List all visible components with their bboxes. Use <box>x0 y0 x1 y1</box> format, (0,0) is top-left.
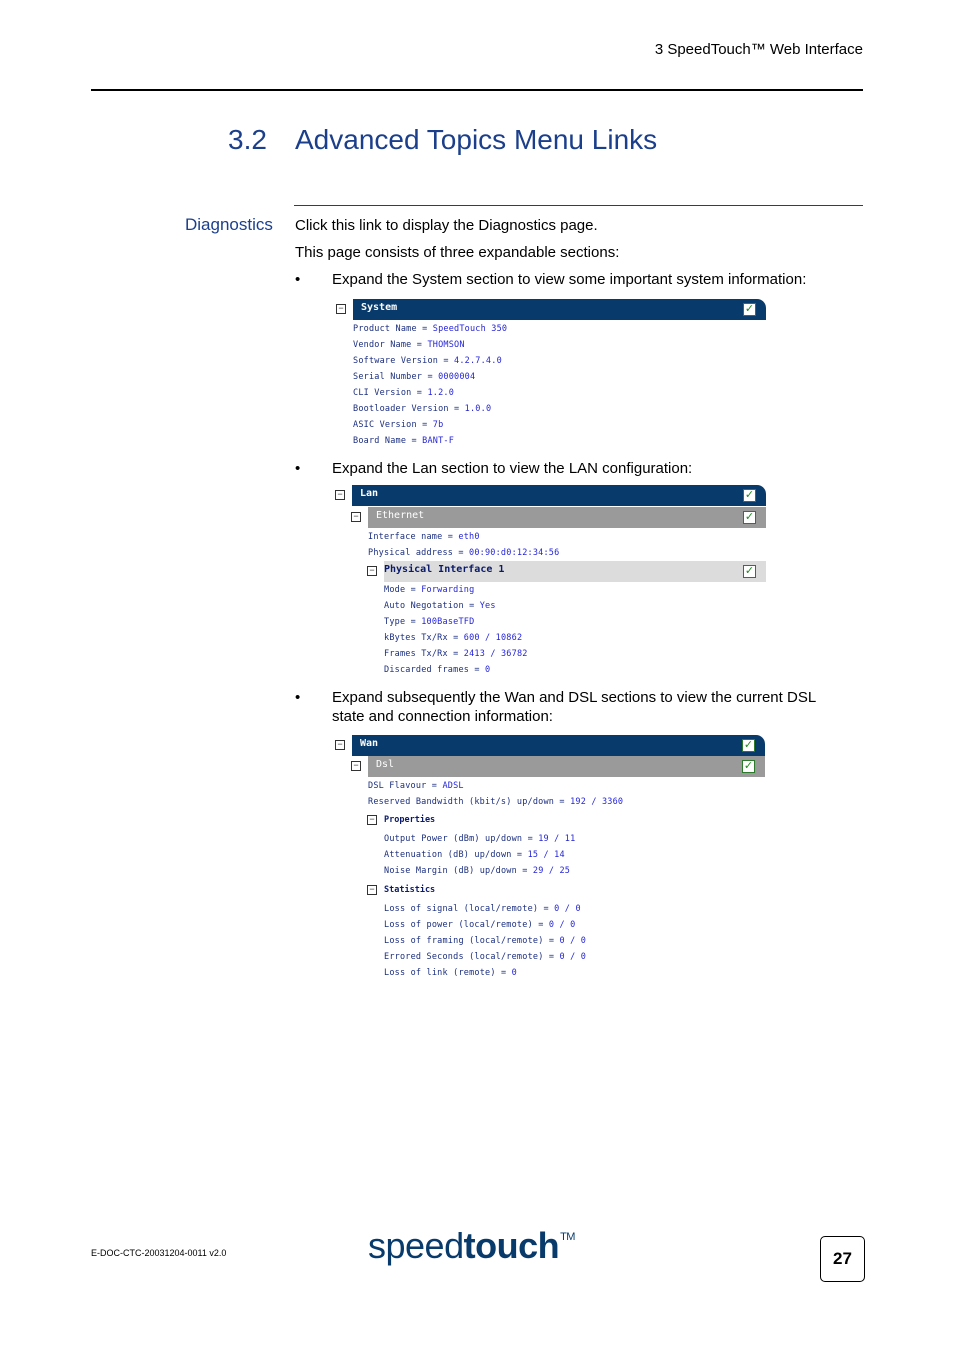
logo-light-text: speed <box>368 1225 464 1266</box>
lan-panel-header[interactable] <box>352 485 766 506</box>
system-row: Software Version = 4.2.7.4.0 <box>353 356 502 366</box>
section-title-text: Advanced Topics Menu Links <box>295 124 658 155</box>
system-row: Bootloader Version = 1.0.0 <box>353 404 492 414</box>
checkmark-icon[interactable]: ✓ <box>743 760 754 772</box>
system-row: ASIC Version = 7b <box>353 420 444 430</box>
bullet-text: Expand the Lan section to view the LAN configuration: <box>332 460 693 477</box>
collapse-icon[interactable]: − <box>335 740 345 750</box>
section-rule <box>294 205 863 206</box>
lan-row: Discarded frames = 0 <box>384 665 491 675</box>
system-panel-header[interactable] <box>353 299 766 320</box>
intro-paragraph-1: Click this link to display the Diagnostics page. <box>295 217 598 234</box>
diagnostics-label: Diagnostics <box>185 215 273 234</box>
properties-heading[interactable]: Properties <box>384 815 436 825</box>
system-row: Vendor Name = THOMSON <box>353 340 465 350</box>
header-rule <box>91 89 863 91</box>
intro-paragraph-2: This page consists of three expandable sections: <box>295 244 620 261</box>
ethernet-subpanel-title: Ethernet <box>376 510 425 521</box>
wan-panel-title: Wan <box>360 738 379 749</box>
lan-row: Physical address = 00:90:d0:12:34:56 <box>368 548 560 558</box>
bullet-item <box>295 688 855 728</box>
checkmark-icon[interactable]: ✓ <box>744 565 755 577</box>
system-row: Product Name = SpeedTouch 350 <box>353 324 508 334</box>
collapse-icon[interactable]: − <box>367 885 377 895</box>
bullet-text: Expand subsequently the Wan and DSL sections to view the current DSL state and connection information: <box>332 689 816 725</box>
wan-row: Errored Seconds (local/remote) = 0 / 0 <box>384 952 587 962</box>
collapse-icon[interactable]: − <box>367 566 377 576</box>
wan-row: Loss of power (local/remote) = 0 / 0 <box>384 920 576 930</box>
document-id: E-DOC-CTC-20031204-0011 v2.0 <box>91 1248 227 1258</box>
wan-panel-header[interactable] <box>352 735 765 756</box>
checkmark-icon[interactable]: ✓ <box>744 489 755 501</box>
system-panel-title: System <box>361 302 398 313</box>
speedtouch-logo <box>368 1225 575 1267</box>
collapse-icon[interactable]: − <box>351 761 361 771</box>
lan-row: Interface name = eth0 <box>368 532 480 542</box>
lan-row: kBytes Tx/Rx = 600 / 10862 <box>384 633 523 643</box>
checkmark-icon[interactable]: ✓ <box>743 739 754 751</box>
wan-row: Loss of link (remote) = 0 <box>384 968 517 978</box>
running-header: 3 SpeedTouch™ Web Interface <box>654 41 863 58</box>
wan-row: Loss of framing (local/remote) = 0 / 0 <box>384 936 587 946</box>
lan-row: Auto Negotation = Yes <box>384 601 496 611</box>
section-number: 3.2 <box>228 124 267 155</box>
dsl-subpanel-header[interactable] <box>368 756 765 777</box>
bullet-dot: • <box>295 460 301 477</box>
bullet-dot: • <box>295 271 301 288</box>
wan-row: DSL Flavour = ADSL <box>368 781 464 791</box>
bullet-dot: • <box>295 689 301 706</box>
bullet-item <box>295 270 855 290</box>
ethernet-subpanel-header[interactable] <box>368 507 766 528</box>
collapse-icon[interactable]: − <box>351 512 361 522</box>
logo-trademark: TM <box>560 1231 575 1243</box>
lan-panel-title: Lan <box>360 488 379 499</box>
collapse-icon[interactable]: − <box>367 815 377 825</box>
collapse-icon[interactable]: − <box>336 304 346 314</box>
dsl-subpanel-title: Dsl <box>376 759 395 770</box>
checkmark-icon[interactable]: ✓ <box>744 511 755 523</box>
system-row: Board Name = BANT-F <box>353 436 455 446</box>
checkmark-icon[interactable]: ✓ <box>744 303 755 315</box>
lan-row: Type = 100BaseTFD <box>384 617 475 627</box>
wan-row: Loss of signal (local/remote) = 0 / 0 <box>384 904 581 914</box>
wan-row: Attenuation (dB) up/down = 15 / 14 <box>384 850 565 860</box>
wan-row: Reserved Bandwidth (kbit/s) up/down = 192 / 3360 <box>368 797 624 807</box>
wan-row: Output Power (dBm) up/down = 19 / 11 <box>384 834 576 844</box>
physical-interface-title: Physical Interface 1 <box>384 564 505 575</box>
logo-bold-text: touch <box>463 1225 560 1266</box>
section-title <box>228 124 657 156</box>
system-row: CLI Version = 1.2.0 <box>353 388 455 398</box>
collapse-icon[interactable]: − <box>335 490 345 500</box>
system-row: Serial Number = 0000004 <box>353 372 476 382</box>
physical-interface-header[interactable] <box>384 561 766 582</box>
bullet-item <box>295 459 855 479</box>
lan-row: Frames Tx/Rx = 2413 / 36782 <box>384 649 528 659</box>
wan-row: Noise Margin (dB) up/down = 29 / 25 <box>384 866 571 876</box>
statistics-heading[interactable]: Statistics <box>384 885 436 895</box>
page-number: 27 <box>820 1236 865 1282</box>
lan-row: Mode = Forwarding <box>384 585 475 595</box>
bullet-text: Expand the System section to view some important system information: <box>332 271 807 288</box>
